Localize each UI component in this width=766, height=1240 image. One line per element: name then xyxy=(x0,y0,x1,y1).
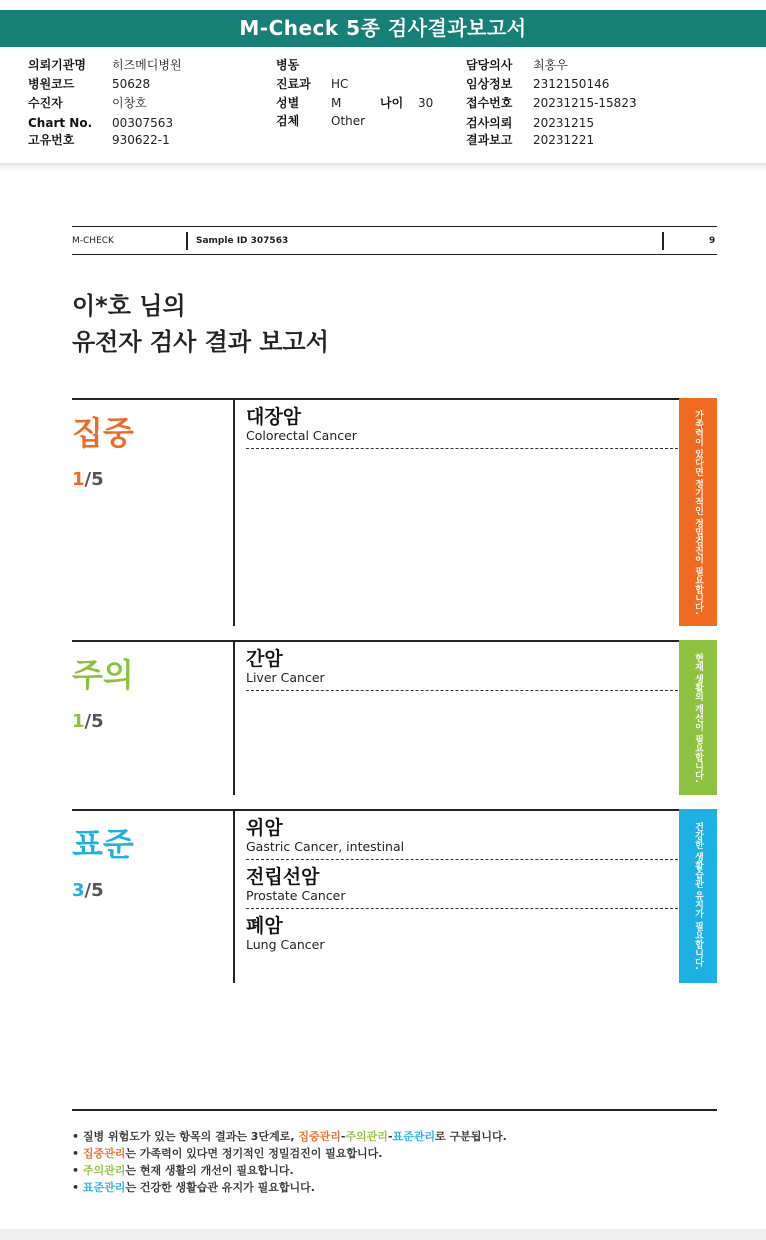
page-bottom xyxy=(0,1229,766,1240)
brand-label: M-CHECK xyxy=(72,236,114,246)
greeting-line1: 이*호 님의 xyxy=(72,292,186,320)
hospital-code-value: 50628 xyxy=(112,77,151,91)
category-title: 집중 xyxy=(72,414,134,452)
clinical-label: 임상정보 xyxy=(466,77,513,91)
cancer-item xyxy=(246,909,678,958)
section-divider xyxy=(233,398,235,626)
receipt-label: 접수번호 xyxy=(466,96,513,110)
report-date-value: 20231221 xyxy=(533,133,595,147)
cancer-item xyxy=(246,642,678,691)
advice-tab: 가족력이 있다면 정기적인 정밀검진이 필요합니다. xyxy=(679,398,717,626)
count-total: /5 xyxy=(84,469,104,490)
sample-id: Sample ID 307563 xyxy=(196,236,289,246)
footnotes xyxy=(72,1128,507,1196)
ward-label: 병동 xyxy=(276,58,300,72)
advice-tab: 현재 생활의 개선이 필요합니다. xyxy=(679,640,717,795)
note-text: 로 구분됩니다. xyxy=(435,1130,507,1143)
age-label: 나이 xyxy=(380,96,404,110)
cancer-name-en: Gastric Cancer, intestinal xyxy=(246,839,405,854)
category-count xyxy=(72,469,104,490)
note-4: • 표준관리는 건강한 생활습관 유지가 필요합니다. xyxy=(72,1181,315,1194)
category-title: 표준 xyxy=(72,825,134,863)
note-caution: 주의관리 xyxy=(82,1164,126,1177)
advice-tab: 건강한 생활습관 유지가 필요합니다. xyxy=(679,809,717,983)
header-separator xyxy=(662,232,664,250)
patient-value: 이창호 xyxy=(112,96,147,110)
cancer-name-ko: 폐암 xyxy=(246,915,283,937)
count-highlight: 1 xyxy=(72,711,85,732)
note-sep: - xyxy=(340,1130,346,1143)
patient-label: 수진자 xyxy=(28,96,63,110)
section-focus xyxy=(72,398,717,626)
cancer-name-en: Colorectal Cancer xyxy=(246,428,357,443)
count-highlight: 1 xyxy=(72,469,85,490)
cancer-name-ko: 전립선암 xyxy=(246,866,320,888)
greeting-line2: 유전자 검사 결과 보고서 xyxy=(72,328,329,356)
note-1: • 질병 위험도가 있는 항목의 결과는 3단계로, 집중관리-주의관리-표준관리로 구분됩니다. xyxy=(72,1130,507,1143)
sex-value: M xyxy=(331,96,342,110)
count-total: /5 xyxy=(84,711,104,732)
greeting xyxy=(72,288,329,360)
divider xyxy=(0,163,766,171)
category-count xyxy=(72,711,104,732)
specimen-value: Other xyxy=(331,114,366,128)
section-caution xyxy=(72,640,717,795)
request-label: 검사의뢰 xyxy=(466,116,513,130)
section-divider xyxy=(233,809,235,983)
note-caution: 주의관리 xyxy=(345,1130,388,1143)
cancer-item xyxy=(246,860,678,909)
clinical-value: 2312150146 xyxy=(533,77,610,91)
doctor-value: 최홍우 xyxy=(533,58,568,72)
section-standard xyxy=(72,809,717,983)
patient-info xyxy=(0,54,766,166)
receipt-value: 20231215-15823 xyxy=(533,96,637,110)
header-rule-bottom xyxy=(72,254,717,255)
note-focus: 집중관리 xyxy=(82,1147,126,1160)
cancer-name-en: Lung Cancer xyxy=(246,937,325,952)
chart-no-value: 00307563 xyxy=(112,116,174,130)
chart-no-label: Chart No. xyxy=(28,116,93,130)
note-focus: 집중관리 xyxy=(298,1130,341,1143)
note-text: 는 건강한 생활습관 유지가 필요합니다. xyxy=(125,1181,315,1194)
uid-label: 고유번호 xyxy=(28,133,75,147)
count-total: /5 xyxy=(84,880,104,901)
section-divider xyxy=(233,640,235,795)
note-standard: 표준관리 xyxy=(82,1181,126,1194)
note-standard: 표준관리 xyxy=(392,1130,436,1143)
category-count xyxy=(72,880,104,901)
report-date-label: 결과보고 xyxy=(466,133,513,147)
cancer-name-ko: 위암 xyxy=(246,817,283,839)
note-sep: - xyxy=(387,1130,393,1143)
dept-label: 진료과 xyxy=(276,77,311,91)
uid-value: 930622-1 xyxy=(112,133,170,147)
specimen-label: 검체 xyxy=(276,114,300,128)
note-text: 질병 위험도가 있는 항목의 결과는 3단계로, xyxy=(82,1130,299,1143)
cancer-name-ko: 간암 xyxy=(246,648,283,670)
category-title: 주의 xyxy=(72,656,134,694)
note-text: 는 현재 생활의 개선이 필요합니다. xyxy=(125,1164,294,1177)
doctor-label: 담당의사 xyxy=(466,58,513,72)
cancer-name-en: Liver Cancer xyxy=(246,670,325,685)
cancer-item xyxy=(246,811,678,860)
count-highlight: 3 xyxy=(72,880,85,901)
cancer-name-en: Prostate Cancer xyxy=(246,888,346,903)
sex-label: 성별 xyxy=(276,96,300,110)
footer-rule xyxy=(72,1109,717,1111)
header-rule-top xyxy=(72,226,717,227)
page-number: 9 xyxy=(709,236,716,246)
note-3: • 주의관리는 현재 생활의 개선이 필요합니다. xyxy=(72,1164,294,1177)
hospital-code-label: 병원코드 xyxy=(28,77,75,91)
dept-value: HC xyxy=(331,77,349,91)
cancer-name-ko: 대장암 xyxy=(246,406,302,428)
age-value: 30 xyxy=(418,96,434,110)
note-2: • 집중관리는 가족력이 있다면 정기적인 정밀검진이 필요합니다. xyxy=(72,1147,383,1160)
cancer-item xyxy=(246,400,678,449)
request-value: 20231215 xyxy=(533,116,595,130)
report-title: M-Check 5종 검사결과보고서 xyxy=(0,10,766,47)
hospital-label: 의뢰기관명 xyxy=(28,58,86,72)
header-separator xyxy=(186,232,188,250)
hospital-value: 히즈메디병원 xyxy=(112,58,182,72)
note-text: 는 가족력이 있다면 정기적인 정밀검진이 필요합니다. xyxy=(125,1147,383,1160)
